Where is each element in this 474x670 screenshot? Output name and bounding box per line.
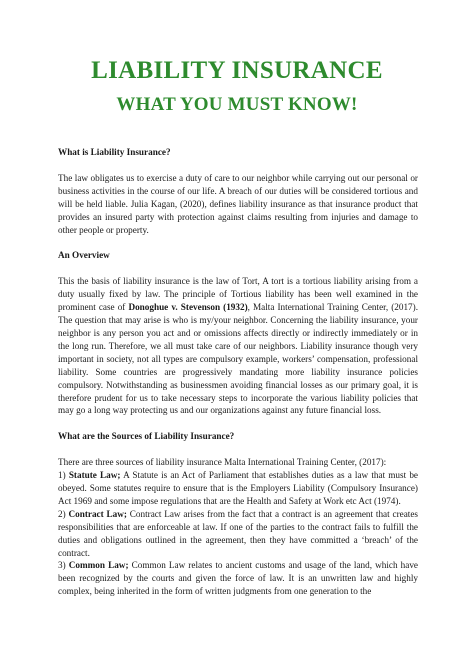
source-item-contract — [58, 508, 418, 560]
sources-intro: There are three sources of liability insurance Malta International Training Center, (2017): — [58, 457, 387, 468]
source-item-statute — [58, 469, 418, 508]
overview-text-part1: This the basis of liability insurance is the law of Tort, A tort is a tortious liability arising from a duty usually fixed by law. The principle of Tortious liability has been well examined in the prominent case of — [58, 276, 418, 313]
document-body — [58, 146, 418, 598]
section-heading-overview: An Overview — [58, 250, 110, 261]
section-heading-sources: What are the Sources of Liability Insurance? — [58, 431, 235, 442]
list-text: Common Law relates to ancient customs and usage of the land, which have been recognized by the courts and given the force of law. It is an unwritten law and highly complex, being inherited in the form of written judgments from one generation to the — [58, 560, 418, 597]
list-text: Contract Law arises from the fact that a contract is an agreement that creates responsibilities that are enforceable at law. If one of the parties to the contract fails to fulfill the duties and obligations outlined in the agreement, then they have committed a ‘breach’ of the contract. — [58, 508, 418, 558]
list-term: Common Law; — [68, 560, 129, 571]
list-term: Contract Law; — [68, 508, 127, 519]
overview-text-part2: , Malta International Training Center, (2017). The question that may arise is who is my/your neighbor. Concerning the liability insurance, your neighbor is any person you act and or omissions affects directly or indirectly immediately or in the long run. Therefore, we all must take care of our neighbors. Liability insurance though very important in society, not all types are compulsory example, workers’ compensation, professional liability. Some countries are progressively mandating more liability insurance policies compulsory. Notwithstanding as businessmen avoiding financial losses as our primary goal, it is therefore prudent for us to take necessary steps to incorporate the various liability policies that may go a long way protecting us and our organizations against any future financial loss. — [58, 302, 418, 416]
list-term: Statute Law; — [68, 470, 121, 481]
case-citation: Donoghue v. Stevenson (1932) — [128, 302, 248, 313]
paragraph-overview — [58, 275, 418, 417]
list-text: A Statute is an Act of Parliament that establishes duties as a law that must be obeyed. Some statutes require to ensure that is the Employers Liability (Compulsory Insurance) Act 1969 and some impose regulations that are the Health and Safety at Work etc Act (1974). — [58, 470, 418, 506]
paragraph-definition: The law obligates us to exercise a duty of care to our neighbor while carrying out our personal or business activities in the course of our life. A breach of our duties will be considered tortious and will be held liable. Julia Kagan, (2020), defines liability insurance as that insurance product that provides an insured party with protection against claims resulting from injuries and damage to other people or property. — [58, 172, 418, 235]
section-heading-what-is: What is Liability Insurance? — [58, 147, 171, 157]
document-subtitle: WHAT YOU MUST KNOW! — [116, 94, 358, 115]
source-item-common-law — [58, 559, 418, 598]
document-title: LIABILITY INSURANCE — [91, 57, 383, 84]
list-number: 2) — [58, 508, 69, 519]
list-number: 3) — [58, 560, 69, 571]
list-number: 1) — [58, 470, 69, 481]
